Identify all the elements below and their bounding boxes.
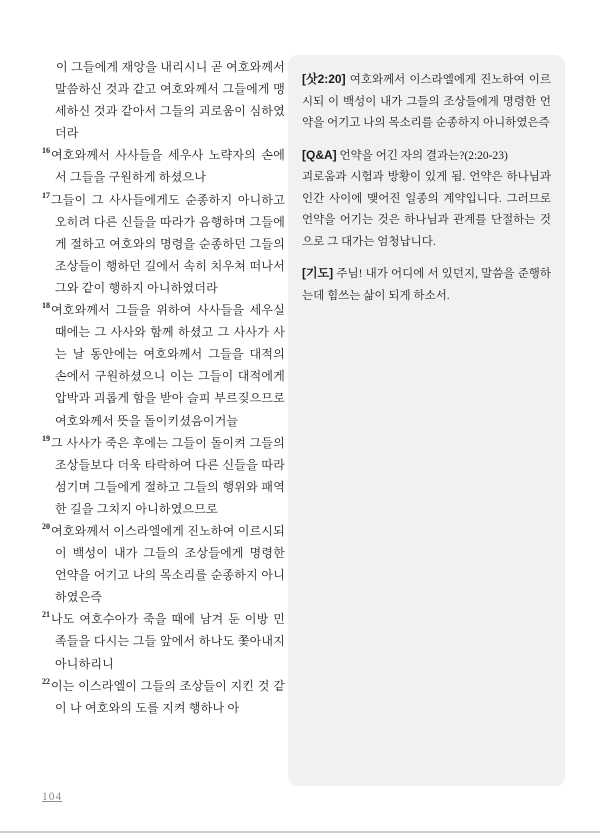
verse (42, 520, 285, 608)
commentary-panel (288, 55, 565, 786)
verse-text: 나도 여호수아가 죽을 때에 남겨 둔 이방 민족들을 다시는 그들 앞에서 하나도 쫓아내지 아니하리니 (51, 612, 285, 671)
verse (42, 144, 285, 188)
page-number: 104 (42, 791, 63, 803)
verse-text: 이 그들에게 재앙을 내리시니 곧 여호와께서 말씀하신 것과 같고 여호와께서 그들에게 맹세하신 것과 같아서 그들의 괴로움이 심하였더라 (55, 60, 285, 141)
verse-text: 그들이 그 사사들에게도 순종하지 아니하고 오히려 다른 신들을 따라가 음행하며 그들에게 절하고 여호와의 명령을 순종하던 그들의 조상들이 행하던 길에서 속히 치우쳐 떠나서 그와 같이 행하지 아니하였더라 (51, 192, 285, 295)
verse (42, 56, 285, 144)
verse-number: 21 (42, 610, 50, 620)
verse-text: 여호와께서 이스라엘에게 진노하여 이르시되 이 백성이 내가 그들의 조상들에게 명령한 언약을 어기고 나의 목소리를 순종하지 아니하였은즉 (51, 523, 285, 605)
verse-number: 20 (42, 521, 50, 531)
verse (42, 299, 285, 432)
verse-note-text: 여호와께서 이스라엘에게 진노하여 이르시되 이 백성이 내가 그들의 조상들에게 명령한 언약을 어기고 나의 목소리를 순종하지 아니하였은즉 (302, 74, 551, 129)
verse-note-section (302, 69, 551, 135)
qna-answer: 괴로움과 시험과 방황이 있게 됨. 언약은 하나님과 인간 사이에 맺어진 일종의 계약입니다. 그러므로 언약을 어기는 것은 하나님과 관계를 단절하는 것으로 그 대가는 엄청납니다. (302, 171, 551, 248)
qna-section (302, 145, 551, 254)
verse-number: 16 (42, 146, 50, 156)
verse (42, 608, 285, 674)
prayer-label: [기도] (302, 266, 334, 280)
verse-number: 22 (42, 676, 50, 686)
prayer-section (302, 263, 551, 307)
qna-question: 언약을 어긴 자의 결과는?(2:20-23) (339, 149, 508, 162)
verse-text: 이는 이스라엘이 그들의 조상들이 지킨 것 같이 나 여호와의 도를 지켜 행하나 아 (51, 678, 285, 715)
scripture-column (42, 56, 285, 719)
verse (42, 189, 285, 299)
verse-text: 여호와께서 사사들을 세우사 노략자의 손에서 그들을 구원하게 하셨으나 (51, 148, 285, 185)
verse (42, 675, 285, 719)
verse (42, 432, 285, 520)
verse-number: 19 (42, 433, 50, 443)
qna-label: [Q&A] (302, 147, 337, 162)
prayer-text: 주님! 내가 어디에 서 있던지, 말씀을 준행하는데 힘쓰는 삶이 되게 하소서. (302, 268, 552, 302)
verse-number: 18 (42, 301, 50, 311)
verse-number: 17 (42, 190, 50, 200)
verse-note-label: [삿2:20] (302, 72, 346, 86)
verse-text: 여호와께서 그들을 위하여 사사들을 세우실 때에는 그 사사와 함께 하셨고 그 사사가 사는 날 동안에는 여호와께서 그들을 대적의 손에서 구원하셨으니 이는 그들이 대적에게 압박과 괴롭게 함을 받아 슬피 부르짖으므로 여호와께서 뜻을 돌이키셨음이거늘 (51, 303, 285, 428)
verse-text: 그 사사가 죽은 후에는 그들이 돌이켜 그들의 조상들보다 더욱 타락하여 다른 신들을 따라 섬기며 그들에게 절하고 그들의 행위와 패역한 길을 그치지 아니하였으므로 (51, 435, 285, 516)
